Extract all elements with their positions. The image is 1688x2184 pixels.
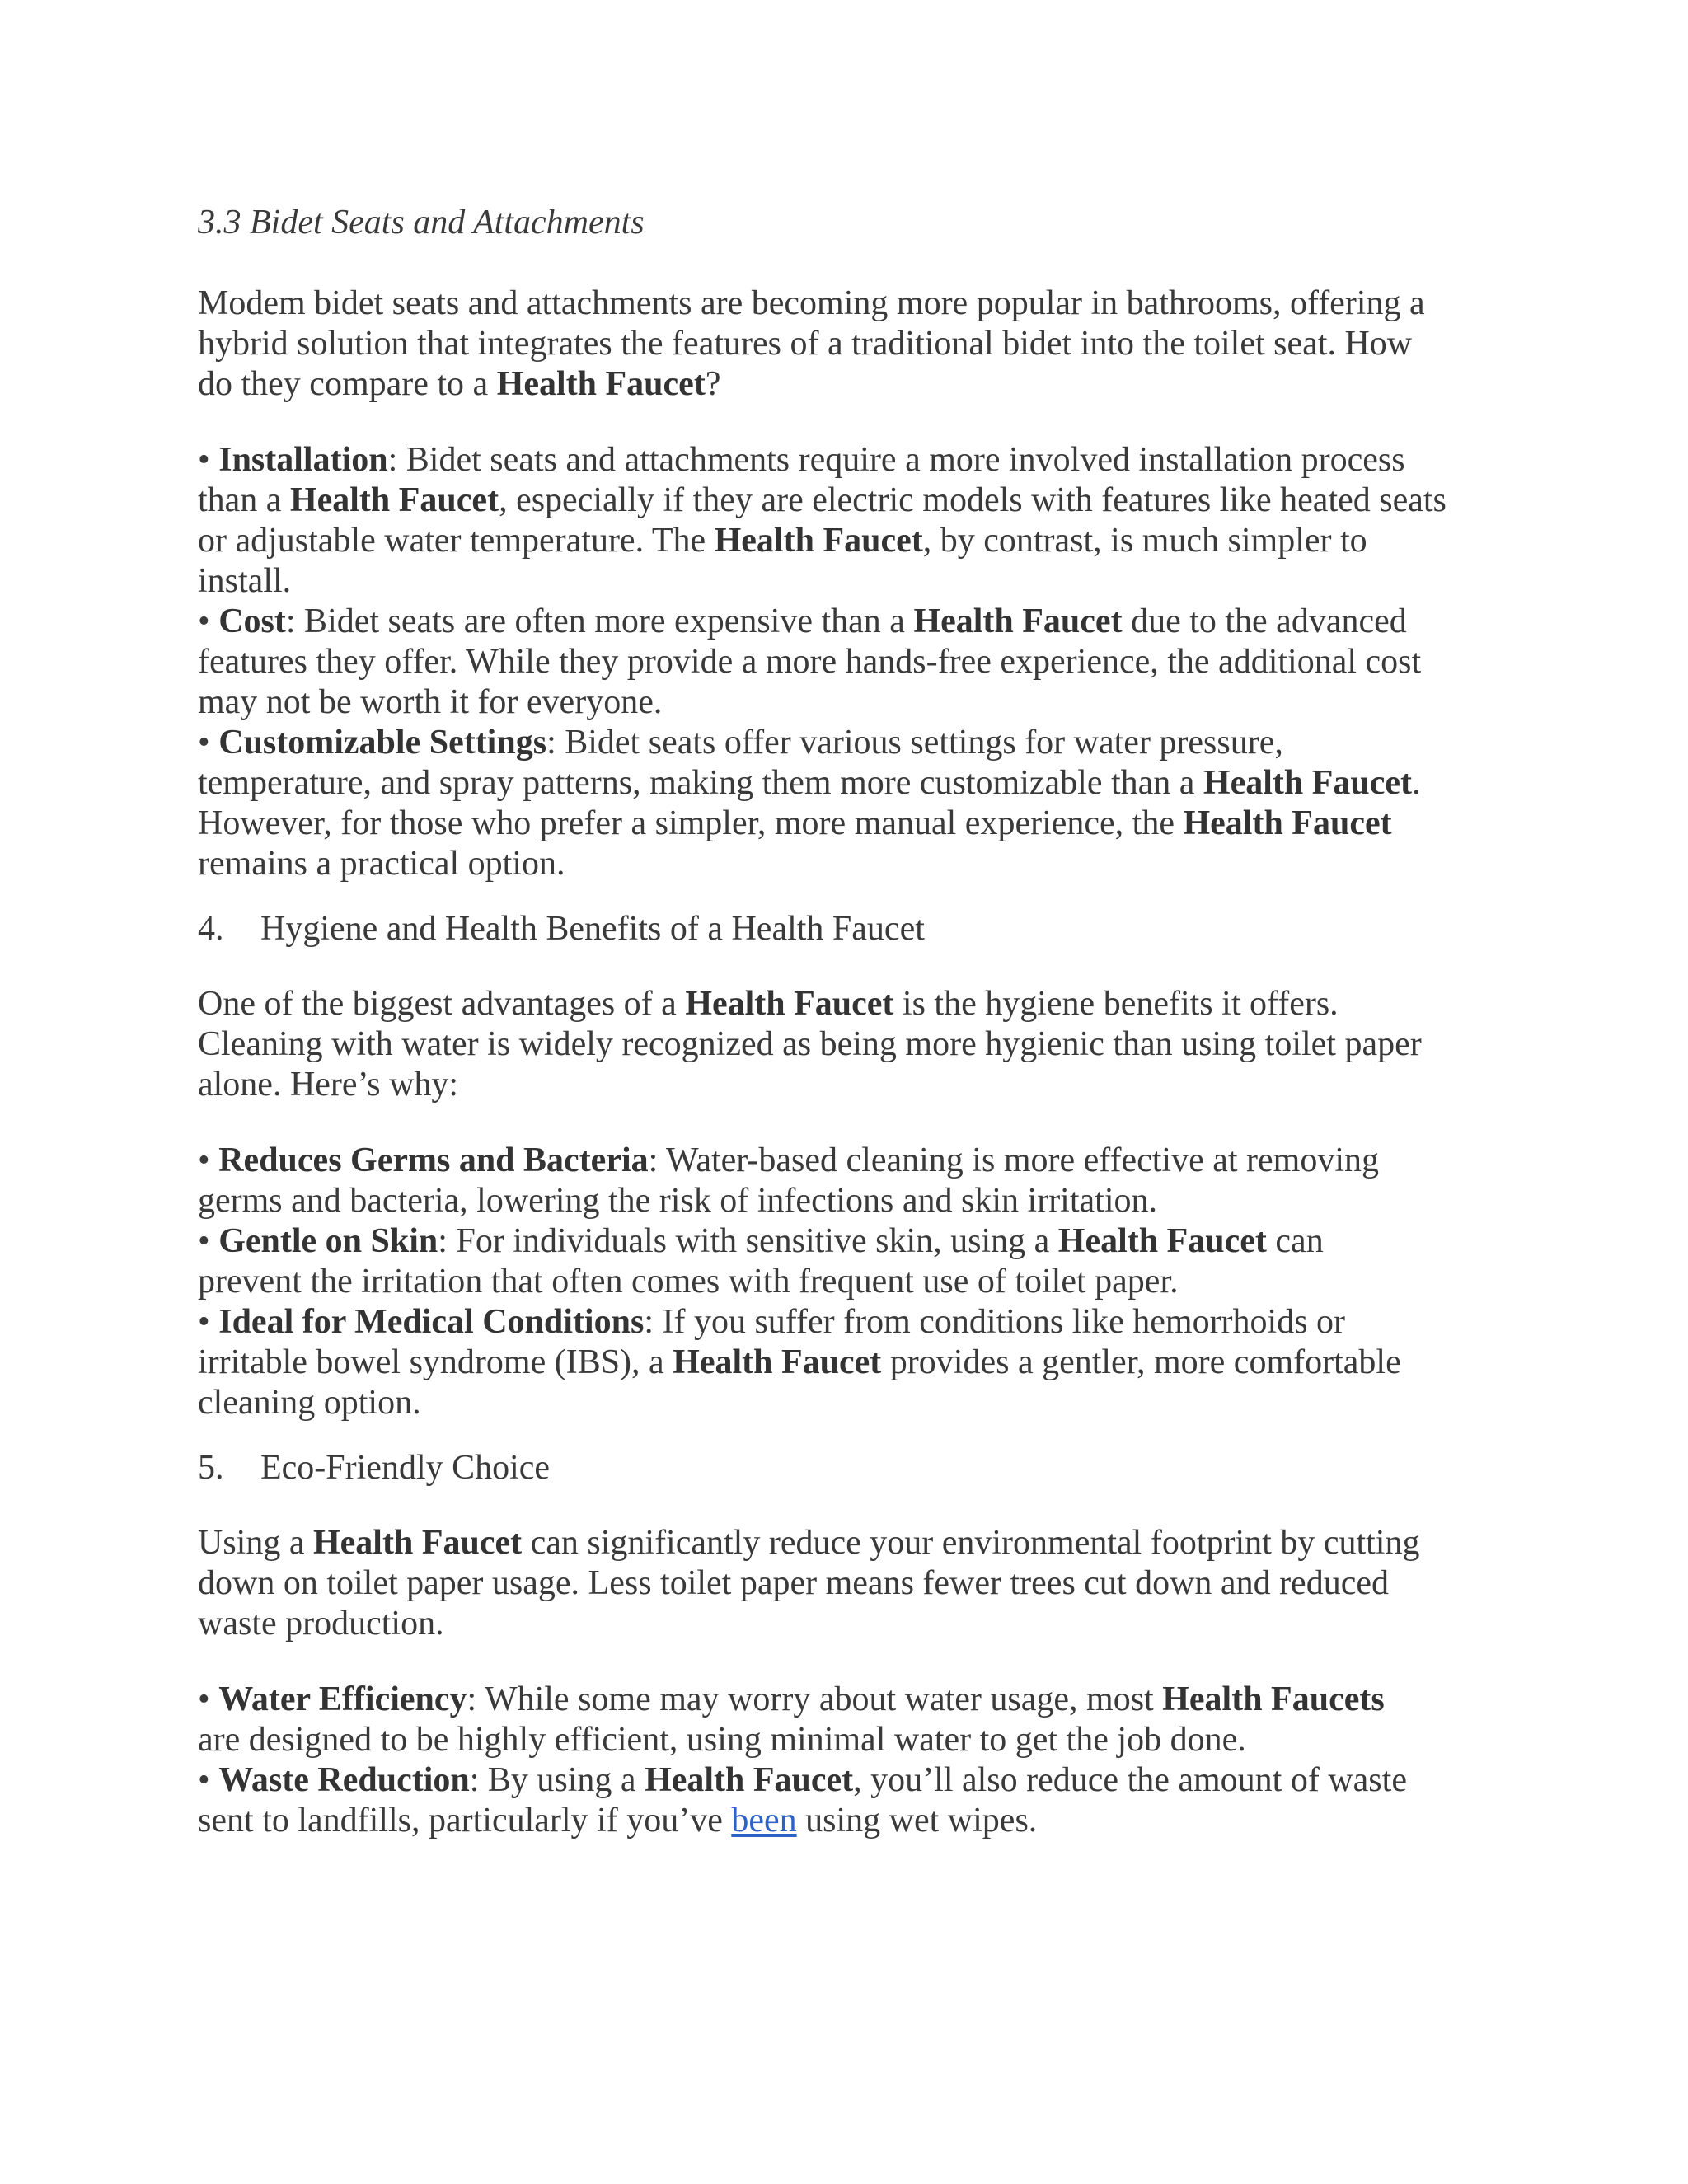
- section-3-3-bullet-line: [198, 762, 1421, 804]
- text-run: Cleaning with water is widely recognized as being more hygienic than using toilet paper: [198, 1025, 1422, 1063]
- section-4-intro-line: [198, 1024, 1422, 1065]
- bold-term: Water Efficiency: [218, 1680, 467, 1718]
- text-run: irritable bowel syndrome (IBS), a: [198, 1343, 673, 1381]
- text-run: : Bidet seats offer various settings for water pressure,: [546, 724, 1283, 762]
- bold-term: Health Faucet: [714, 522, 923, 560]
- section-3-3-intro-line: [198, 323, 1412, 364]
- text-run: One of the biggest advantages of a: [198, 985, 686, 1023]
- section-3-3-bullet-line: [198, 560, 291, 602]
- text-run: hybrid solution that integrates the features of a traditional bidet into the toilet seat. How: [198, 325, 1413, 363]
- text-run: : While some may worry about water usage, most: [467, 1680, 1163, 1718]
- section-5-intro-line: [198, 1563, 1389, 1604]
- section-4-intro-line: [198, 1064, 458, 1105]
- text-run: , you’ll also reduce the amount of waste: [853, 1761, 1407, 1799]
- section-4-bullet-line: [198, 1221, 1324, 1262]
- section-5-intro-line: [198, 1603, 444, 1644]
- section-4-title: Hygiene and Health Benefits of a Health Faucet: [260, 910, 925, 948]
- section-3-3-bullet-line: [198, 843, 565, 884]
- text-run: is the hygiene benefits it offers.: [893, 985, 1339, 1023]
- bold-term: Customizable Settings: [218, 724, 547, 762]
- section-5-bullet-line: [198, 1760, 1407, 1801]
- bold-term: Health Faucet: [313, 1524, 523, 1562]
- bold-term: Cost: [218, 602, 286, 640]
- text-run: : For individuals with sensitive skin, using a: [438, 1222, 1058, 1260]
- text-run: do they compare to a: [198, 365, 497, 403]
- text-run: •: [198, 724, 219, 762]
- text-run: features they offer. While they provide a more hands-free experience, the additional cost: [198, 643, 1422, 681]
- text-run: ?: [705, 365, 721, 403]
- section-3-3-bullet-line: [198, 641, 1421, 682]
- bold-term: Waste Reduction: [218, 1761, 470, 1799]
- bold-term: Ideal for Medical Conditions: [218, 1303, 645, 1341]
- text-run: down on toilet paper usage. Less toilet paper means fewer trees cut down and reduced: [198, 1564, 1389, 1602]
- text-run: : Water-based cleaning is more effective at removing: [648, 1141, 1380, 1179]
- section-4-bullet-line: [198, 1261, 1179, 1302]
- section-4-bullet-line: [198, 1301, 1345, 1343]
- text-run: •: [198, 602, 219, 640]
- bold-term: Health Faucet: [1203, 764, 1413, 802]
- text-run: temperature, and spray patterns, making them more customizable than a: [198, 764, 1203, 802]
- section-3-3-bullet-line: [198, 722, 1283, 763]
- bold-term: Health Faucets: [1162, 1680, 1385, 1718]
- section-5-bullet-line: [198, 1719, 1246, 1760]
- text-run: sent to landfills, particularly if you’ve: [198, 1802, 732, 1840]
- text-run: remains a practical option.: [198, 845, 565, 883]
- text-run: : Bidet seats and attachments require a more involved installation process: [387, 441, 1405, 479]
- text-run: or adjustable water temperature. The: [198, 522, 715, 560]
- text-run: due to the advanced: [1122, 602, 1407, 640]
- section-5-bullet-line: [198, 1679, 1385, 1720]
- bold-term: Health Faucet: [289, 481, 499, 519]
- text-run: •: [198, 441, 219, 479]
- section-3-3-bullet-line: [198, 601, 1407, 642]
- section-5-heading: [198, 1447, 550, 1488]
- section-3-3-intro-line: [198, 363, 720, 405]
- section-3-3-bullet-line: [198, 682, 662, 723]
- text-run: , especially if they are electric models with features like heated seats: [499, 481, 1447, 519]
- bold-term: Health Faucet: [1057, 1222, 1267, 1260]
- text-run: •: [198, 1761, 219, 1799]
- section-4-heading: [198, 908, 925, 949]
- inline-link[interactable]: been: [731, 1802, 797, 1840]
- text-run: can: [1266, 1222, 1324, 1260]
- bold-term: Gentle on Skin: [218, 1222, 438, 1260]
- text-run: However, for those who prefer a simpler, more manual experience, the: [198, 804, 1184, 842]
- section-3-3-bullet-line: [198, 803, 1392, 844]
- section-5-intro-line: [198, 1522, 1419, 1563]
- text-run: waste production.: [198, 1605, 444, 1643]
- bold-term: Health Faucet: [1183, 804, 1392, 842]
- section-4-bullet-line: [198, 1382, 421, 1423]
- section-4-number: 4.: [198, 910, 224, 948]
- text-run: provides a gentler, more comfortable: [881, 1343, 1401, 1381]
- text-run: : Bidet seats are often more expensive than a: [285, 602, 914, 640]
- section-3-3-bullet-line: [198, 520, 1367, 561]
- text-run: •: [198, 1680, 219, 1718]
- text-run: prevent the irritation that often comes with frequent use of toilet paper.: [198, 1263, 1179, 1301]
- bold-term: Health Faucet: [685, 985, 894, 1023]
- section-3-3-bullet-line: [198, 480, 1447, 521]
- bold-term: Health Faucet: [673, 1343, 882, 1381]
- text-run: .: [1412, 764, 1421, 802]
- text-run: •: [198, 1303, 219, 1341]
- bold-term: Health Faucet: [645, 1761, 854, 1799]
- text-run: : If you suffer from conditions like hemorrhoids or: [644, 1303, 1346, 1341]
- section-4-bullet-line: [198, 1180, 1157, 1221]
- section-5-number: 5.: [198, 1449, 224, 1487]
- text-run: are designed to be highly efficient, using minimal water to get the job done.: [198, 1721, 1246, 1759]
- text-run: •: [198, 1222, 219, 1260]
- text-run: : By using a: [469, 1761, 645, 1799]
- text-run: Modem bidet seats and attachments are becoming more popular in bathrooms, offering a: [198, 284, 1425, 322]
- bold-term: Reduces Germs and Bacteria: [218, 1141, 649, 1179]
- text-run: •: [198, 1141, 219, 1179]
- text-run: Using a: [198, 1524, 313, 1562]
- text-run: may not be worth it for everyone.: [198, 683, 663, 721]
- text-run: than a: [198, 481, 290, 519]
- section-5-title: Eco-Friendly Choice: [260, 1449, 551, 1487]
- text-run: using wet wipes.: [796, 1802, 1038, 1840]
- text-run: cleaning option.: [198, 1384, 421, 1422]
- section-3-3-heading: 3.3 Bidet Seats and Attachments: [198, 204, 645, 241]
- section-5-bullet-line: [198, 1800, 1037, 1841]
- bold-term: Health Faucet: [913, 602, 1123, 640]
- text-run: germs and bacteria, lowering the risk of infections and skin irritation.: [198, 1182, 1158, 1220]
- text-run: can significantly reduce your environmental footprint by cutting: [522, 1524, 1420, 1562]
- section-3-3-bullet-line: [198, 439, 1405, 480]
- bold-term: Health Faucet: [496, 365, 706, 403]
- section-4-intro-line: [198, 983, 1339, 1024]
- section-3-3-intro-line: [198, 283, 1425, 324]
- text-run: , by contrast, is much simpler to: [922, 522, 1367, 560]
- text-run: install.: [198, 562, 292, 600]
- text-run: alone. Here’s why:: [198, 1066, 459, 1104]
- bold-term: Installation: [218, 441, 388, 479]
- section-4-bullet-line: [198, 1342, 1401, 1383]
- section-4-bullet-line: [198, 1140, 1379, 1181]
